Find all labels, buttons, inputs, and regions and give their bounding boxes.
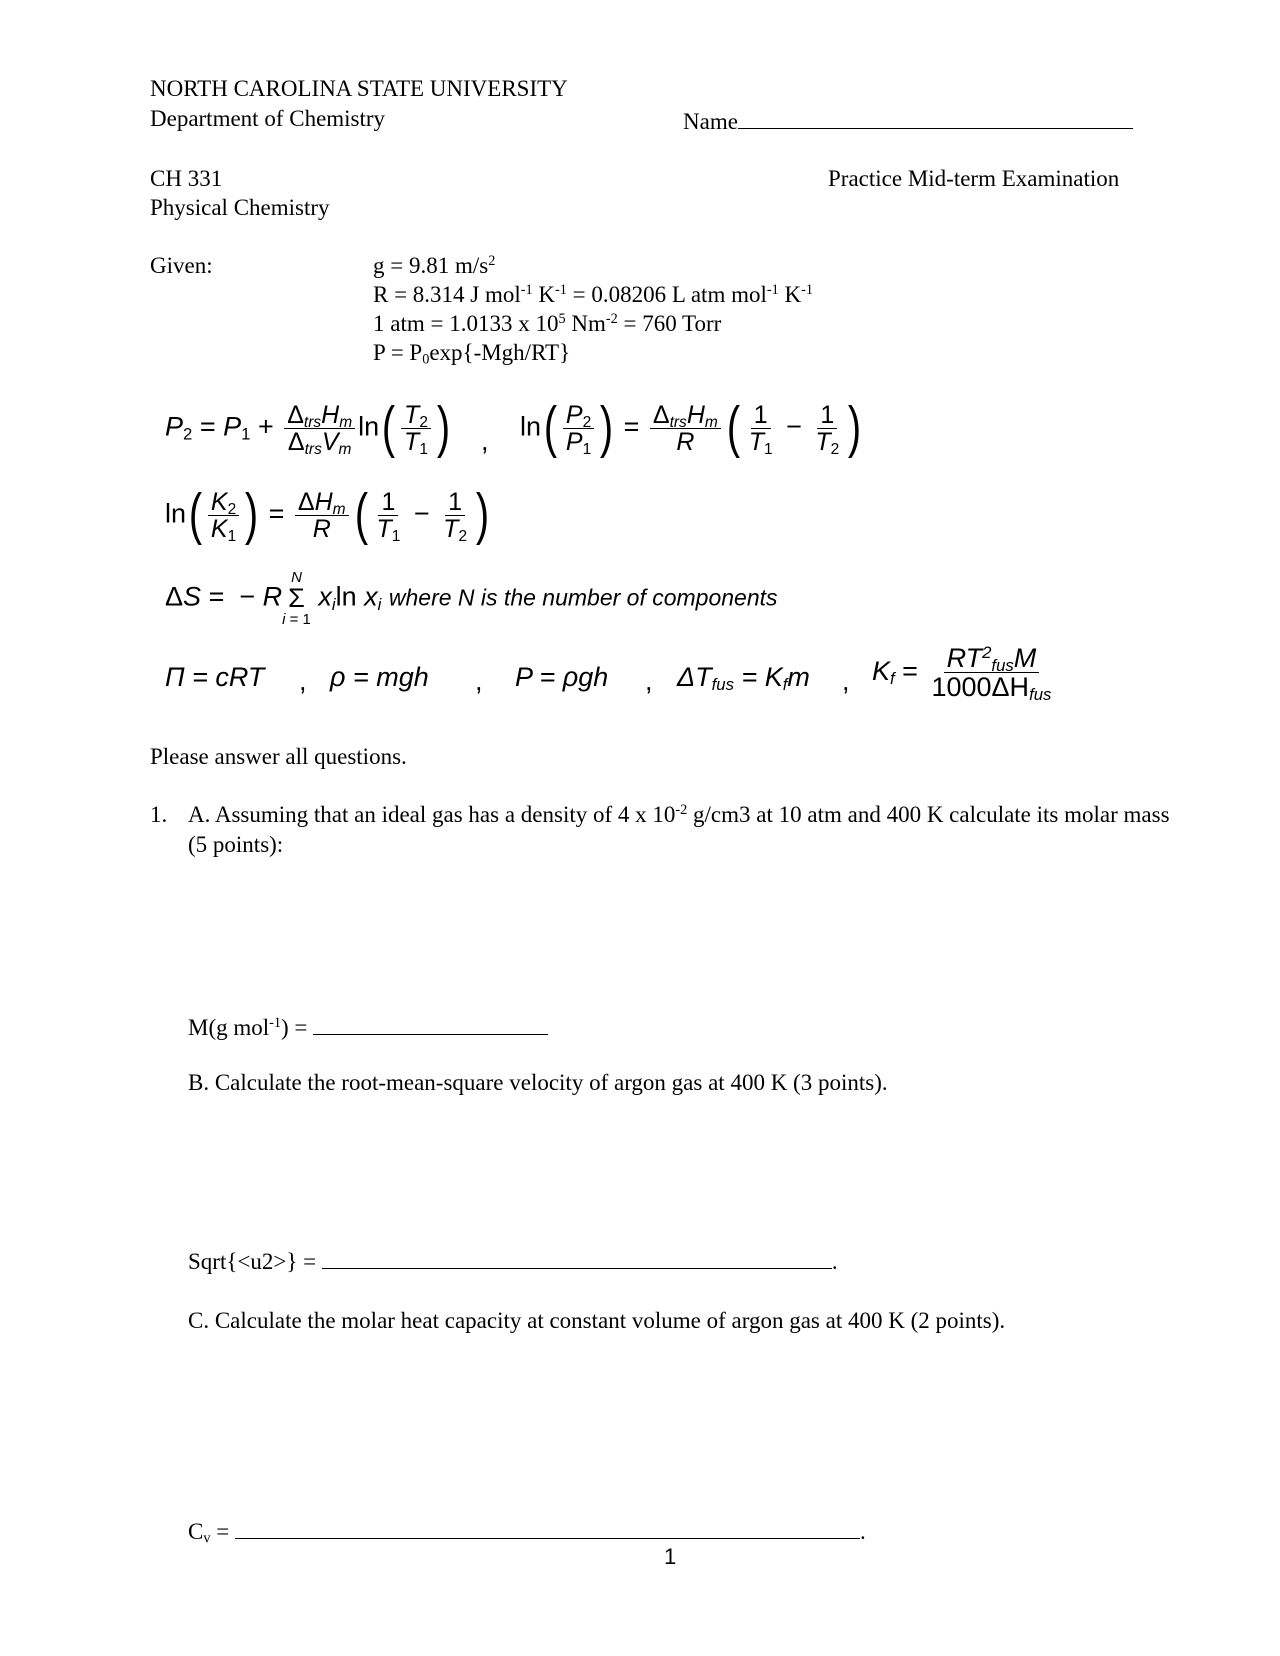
- question-1a-text: A. Assuming that an ideal gas has a density of 4 x $10^{-2}$ g/cm3 at 10 atm and 400 K calculate its molar mass: [188, 802, 1170, 827]
- cryoscopic-constant-equation: $K_f$ = $\frac{RT^2_{fus}M}{1000\Delta H_{fus}}$: [872, 642, 1052, 705]
- clausius-clapeyron-equation: ln( $\frac{P_2}{P_1}$ ) = $\frac{\Delta_{trs}H_m}{R}$ ( $\frac{1}{T_1}$ − $\frac{1}{T_2}$ ): [520, 396, 862, 459]
- question-1c-text: C. Calculate the molar heat capacity at constant volume of argon gas at 400 K (2 points).: [188, 1308, 1006, 1333]
- department-name: Department of Chemistry: [150, 106, 386, 131]
- answer-heat-capacity-line: [235, 1516, 860, 1539]
- instructions: Please answer all questions.: [150, 744, 407, 769]
- vant-hoff-equation: ln( $\frac{K_2}{K_1}$ ) = $\frac{\Delta H_m}{R}$ ( $\frac{1}{T_1}$ − $\frac{1}{T_2}$ ): [165, 483, 490, 546]
- question-1a-points: (5 points):: [188, 832, 284, 857]
- answer-molar-mass[interactable]: M(g mol$^{-1}$) =: [188, 1012, 548, 1041]
- eq-comma-1: ,: [481, 426, 489, 456]
- eq-comma-3: ,: [475, 666, 483, 696]
- clapeyron-equation: $P_2 = P_1$ + $\frac{\Delta_{trs}H_m}{\Delta_{trs}V_m}$ ln( $\frac{T_2}{T_1}$ ): [165, 396, 450, 459]
- given-atm: 1 atm = 1.0133 x $10^5$ $Nm^{-2} = 760$ Torr: [373, 311, 722, 336]
- answer-rms-velocity[interactable]: Sqrt{<u2>} = .: [188, 1246, 838, 1275]
- given-r: R = 8.314 J mol$^{-1}$ $K^{-1} = 0.08206$ L atm mol$^{-1}$ $K^{-1}$: [373, 282, 813, 307]
- exam-title: Practice Mid-term Examination: [828, 166, 1120, 191]
- given-label: Given:: [150, 253, 213, 278]
- eq-comma-4: ,: [645, 666, 653, 696]
- osmotic-pressure-equation: Π = cRT: [165, 662, 265, 692]
- answer-rms-line: [322, 1246, 832, 1269]
- answer-heat-capacity[interactable]: $C_v$ = .: [188, 1516, 866, 1545]
- name-underline: [738, 106, 1133, 129]
- question-number: 1.: [150, 802, 168, 827]
- eq-comma-5: ,: [842, 666, 850, 696]
- course-name: Physical Chemistry: [150, 195, 330, 220]
- rho-equation: ρ = mgh: [330, 662, 429, 692]
- name-field[interactable]: [683, 106, 1133, 135]
- university-name: NORTH CAROLINA STATE UNIVERSITY: [150, 76, 568, 101]
- hydrostatic-pressure-equation: P = ρgh: [515, 662, 609, 692]
- eq-comma-2: ,: [299, 666, 307, 696]
- page-number: 1: [664, 1544, 677, 1569]
- given-g: g = 9.81 $m/s^2$: [373, 253, 496, 278]
- given-p: $P = P_0\exp\{-Mgh/RT\}$: [373, 340, 571, 368]
- entropy-mixing-equation: ΔS = − R N Σ i = 1 $x_i\ln$ $x_i$ where N is the number of components: [165, 569, 778, 628]
- entropy-where-text: where N is the number of components: [388, 584, 778, 611]
- freezing-point-equation: $\Delta T_{fus} = K_fm$: [677, 662, 810, 695]
- name-label: Name: [683, 109, 738, 134]
- answer-molar-mass-line: [313, 1012, 548, 1035]
- course-code: CH 331: [150, 166, 223, 191]
- question-1b-text: B. Calculate the root-mean-square velocity of argon gas at 400 K (3 points).: [188, 1070, 888, 1095]
